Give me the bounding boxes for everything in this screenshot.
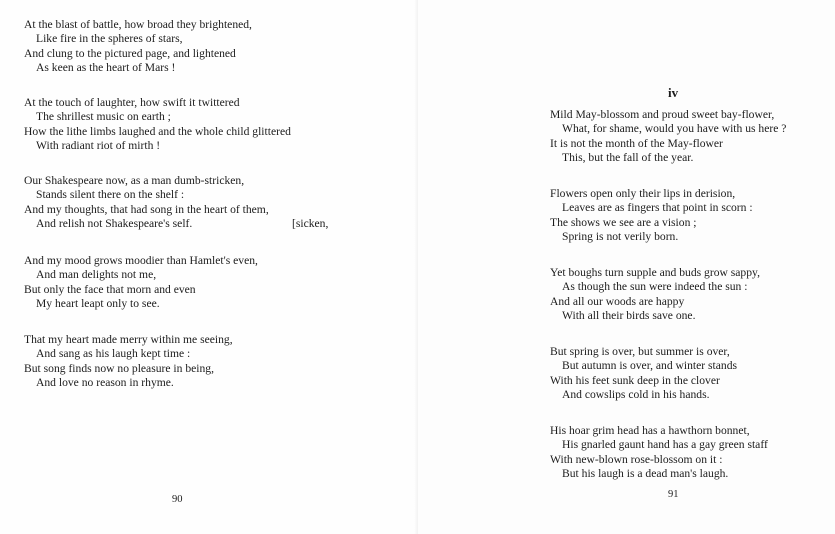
verse-line: Our Shakespeare now, as a man dumb-stricken,: [24, 174, 245, 187]
section-heading: iv: [668, 85, 679, 100]
verse-line: How the lithe limbs laughed and the whole child glittered: [24, 124, 291, 138]
stanza: [550, 108, 786, 166]
stanza: [24, 254, 258, 312]
verse-line: But song finds now no pleasure in being,: [24, 361, 214, 375]
stanza: [550, 345, 737, 403]
page-number: 91: [668, 489, 679, 500]
verse-line: Like fire in the spheres of stars,: [36, 32, 183, 46]
stanza: [24, 333, 233, 391]
stanza: [24, 174, 329, 232]
verse-line: But spring is over, but summer is over,: [550, 345, 730, 358]
stanza: [550, 424, 768, 482]
verse-line: My heart leapt only to see.: [36, 297, 160, 311]
verse-line: And sang as his laugh kept time :: [36, 347, 191, 361]
verse-line: His gnarled gaunt hand has a gay green staff: [562, 438, 768, 452]
stanza: [550, 187, 753, 245]
verse-line: And all our woods are happy: [550, 294, 685, 308]
verse-line: And my mood grows moodier than Hamlet's even,: [24, 254, 258, 267]
verse-line: Leaves are as fingers that point in scorn :: [562, 201, 753, 215]
page-number: 90: [172, 494, 183, 505]
verse-line: Mild May-blossom and proud sweet bay-flower,: [550, 108, 775, 121]
verse-line: At the touch of laughter, how swift it twittered: [24, 96, 240, 109]
verse-line: And man delights not me,: [36, 268, 157, 282]
left-page: [0, 0, 417, 534]
stanza: [550, 266, 760, 324]
verse-line: That my heart made merry within me seeing,: [24, 333, 233, 346]
verse-line: Stands silent there on the shelf :: [36, 188, 185, 202]
verse-line: And my thoughts, that had song in the heart of them,: [24, 202, 269, 216]
verse-line: His hoar grim head has a hawthorn bonnet,: [550, 424, 750, 437]
verse-line: With new-blown rose-blossom on it :: [550, 452, 723, 466]
stanza: [24, 18, 252, 76]
verse-line: This, but the fall of the year.: [562, 151, 694, 165]
verse-line: What, for shame, would you have with us here ?: [562, 122, 787, 136]
verse-line: Flowers open only their lips in derision,: [550, 187, 736, 200]
stanza: [24, 96, 291, 154]
verse-line: But his laugh is a dead man's laugh.: [562, 467, 729, 481]
verse-line: It is not the month of the May-flower: [550, 136, 723, 150]
verse-line: [24, 217, 329, 231]
turnover-word: [sicken,: [292, 217, 329, 231]
verse-line: Spring is not verily born.: [562, 230, 679, 244]
verse-line: The shrillest music on earth ;: [36, 110, 171, 124]
right-page: [418, 0, 835, 534]
verse-line: As though the sun were indeed the sun :: [562, 280, 748, 294]
verse-line: With all their birds save one.: [562, 309, 696, 323]
verse-line: At the blast of battle, how broad they brightened,: [24, 18, 252, 31]
verse-line: Yet boughs turn supple and buds grow sappy,: [550, 266, 760, 279]
verse-line: With radiant riot of mirth !: [36, 139, 161, 153]
verse-line: But only the face that morn and even: [24, 282, 196, 296]
verse-line: With his feet sunk deep in the clover: [550, 373, 720, 387]
verse-text: And relish not Shakespeare's self.: [36, 217, 193, 231]
verse-line: As keen as the heart of Mars !: [36, 61, 176, 75]
verse-line: And clung to the pictured page, and lightened: [24, 46, 236, 60]
verse-line: But autumn is over, and winter stands: [562, 359, 738, 373]
verse-line: And cowslips cold in his hands.: [562, 388, 710, 402]
verse-line: The shows we see are a vision ;: [550, 215, 697, 229]
verse-line: And love no reason in rhyme.: [36, 376, 174, 390]
